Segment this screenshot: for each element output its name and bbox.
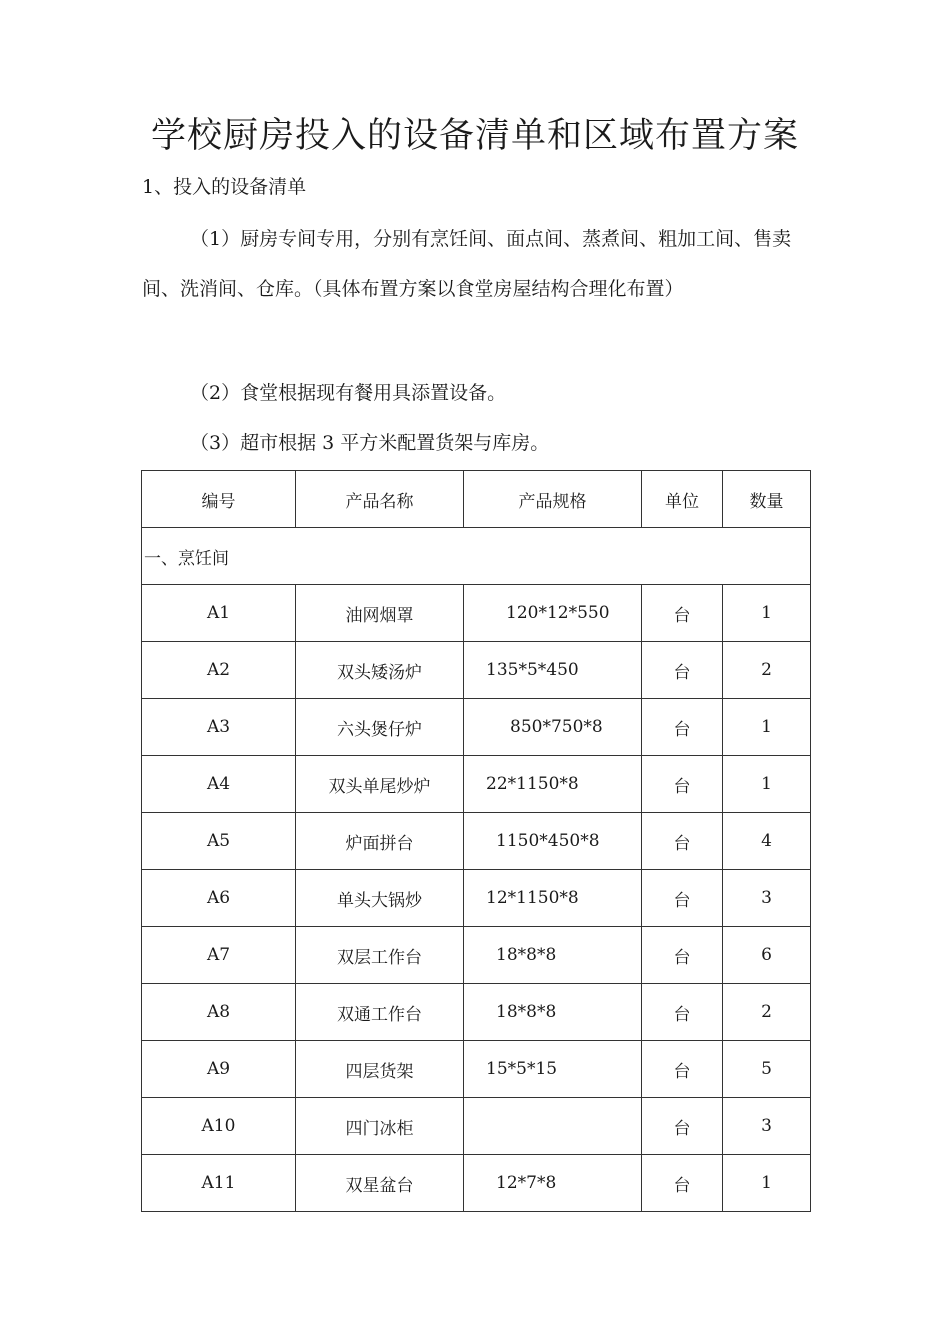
cell-qty: 1 <box>723 585 811 642</box>
cell-spec <box>464 1098 642 1155</box>
table-row <box>142 1041 811 1098</box>
cell-spec: 22*1150*8 <box>464 756 642 813</box>
table-row <box>142 699 811 756</box>
table-row <box>142 927 811 984</box>
section-label: 一、烹饪间 <box>142 528 811 585</box>
paragraph-1: （1）厨房专间专用，分别有烹饪间、面点间、蒸煮间、粗加工间、售卖间、洗消间、仓库。（具体布置方案以食堂房屋结构合理化布置） <box>142 228 792 300</box>
cell-spec: 135*5*450 <box>464 642 642 699</box>
cell-unit: 台 <box>642 1155 723 1212</box>
cell-code: A8 <box>142 984 296 1041</box>
cell-qty: 1 <box>723 1155 811 1212</box>
cell-name: 双通工作台 <box>296 984 464 1041</box>
cell-qty: 4 <box>723 813 811 870</box>
cell-spec: 12*1150*8 <box>464 870 642 927</box>
column-header-unit: 单位 <box>642 471 723 528</box>
table-row <box>142 984 811 1041</box>
table-row <box>142 1155 811 1212</box>
table-row <box>142 756 811 813</box>
cell-code: A1 <box>142 585 296 642</box>
equipment-table <box>141 470 811 1212</box>
cell-qty: 5 <box>723 1041 811 1098</box>
cell-name: 六头煲仔炉 <box>296 699 464 756</box>
table-row <box>142 642 811 699</box>
cell-unit: 台 <box>642 927 723 984</box>
cell-code: A11 <box>142 1155 296 1212</box>
cell-unit: 台 <box>642 1098 723 1155</box>
cell-unit: 台 <box>642 756 723 813</box>
cell-unit: 台 <box>642 984 723 1041</box>
cell-unit: 台 <box>642 642 723 699</box>
cell-name: 油网烟罩 <box>296 585 464 642</box>
cell-code: A4 <box>142 756 296 813</box>
cell-code: A10 <box>142 1098 296 1155</box>
table-section-row <box>142 528 811 585</box>
cell-unit: 台 <box>642 813 723 870</box>
cell-unit: 台 <box>642 870 723 927</box>
cell-name: 双头单尾炒炉 <box>296 756 464 813</box>
cell-name: 双星盆台 <box>296 1155 464 1212</box>
paragraph-3: （3）超市根据 3 平方米配置货架与库房。 <box>190 432 550 454</box>
cell-unit: 台 <box>642 1041 723 1098</box>
cell-qty: 1 <box>723 699 811 756</box>
cell-qty: 2 <box>723 984 811 1041</box>
cell-qty: 3 <box>723 1098 811 1155</box>
cell-name: 单头大锅炒 <box>296 870 464 927</box>
cell-spec: 12*7*8 <box>464 1155 642 1212</box>
cell-spec: 1150*450*8 <box>464 813 642 870</box>
cell-code: A5 <box>142 813 296 870</box>
table-row <box>142 870 811 927</box>
cell-name: 双层工作台 <box>296 927 464 984</box>
cell-spec: 15*5*15 <box>464 1041 642 1098</box>
cell-unit: 台 <box>642 585 723 642</box>
cell-spec: 120*12*550 <box>464 585 642 642</box>
page-title: 学校厨房投入的设备清单和区域布置方案 <box>150 116 799 156</box>
table-row <box>142 813 811 870</box>
cell-spec: 850*750*8 <box>464 699 642 756</box>
cell-code: A2 <box>142 642 296 699</box>
cell-spec: 18*8*8 <box>464 984 642 1041</box>
column-header-name: 产品名称 <box>296 471 464 528</box>
cell-code: A9 <box>142 1041 296 1098</box>
cell-qty: 3 <box>723 870 811 927</box>
cell-name: 四门冰柜 <box>296 1098 464 1155</box>
cell-name: 炉面拼台 <box>296 813 464 870</box>
cell-unit: 台 <box>642 699 723 756</box>
section-heading: 1、投入的设备清单 <box>142 176 307 198</box>
cell-qty: 6 <box>723 927 811 984</box>
cell-name: 双头矮汤炉 <box>296 642 464 699</box>
cell-spec: 18*8*8 <box>464 927 642 984</box>
cell-code: A7 <box>142 927 296 984</box>
cell-name: 四层货架 <box>296 1041 464 1098</box>
table-row <box>142 585 811 642</box>
cell-code: A6 <box>142 870 296 927</box>
column-header-qty: 数量 <box>723 471 811 528</box>
cell-qty: 2 <box>723 642 811 699</box>
table-header-row <box>142 471 811 528</box>
table-row <box>142 1098 811 1155</box>
cell-code: A3 <box>142 699 296 756</box>
column-header-spec: 产品规格 <box>464 471 642 528</box>
column-header-code: 编号 <box>142 471 296 528</box>
paragraph-2: （2）食堂根据现有餐用具添置设备。 <box>190 382 507 404</box>
cell-qty: 1 <box>723 756 811 813</box>
